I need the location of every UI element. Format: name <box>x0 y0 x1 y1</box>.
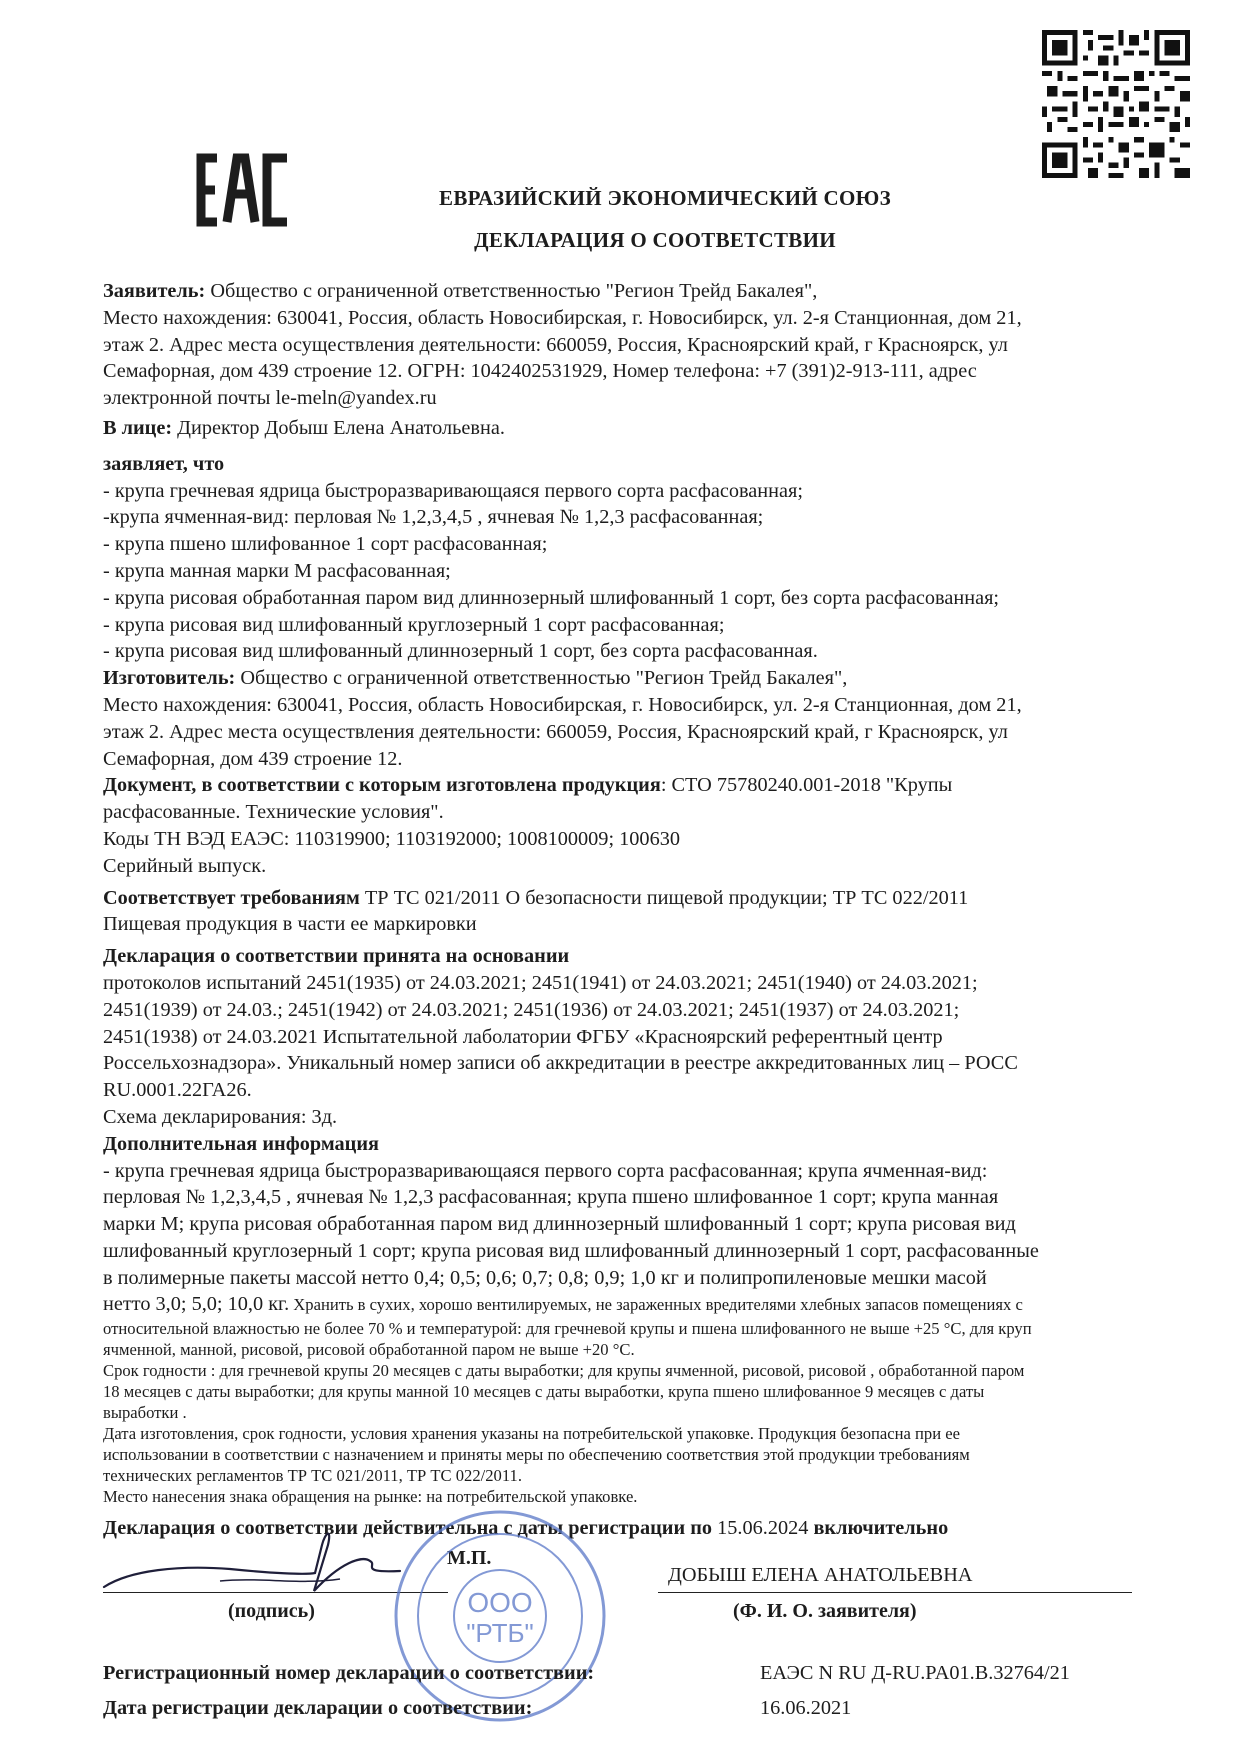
document-value-2: расфасованные. Технические условия". <box>103 801 444 824</box>
seal-center-bottom: "РТБ" <box>466 1618 534 1648</box>
additional-line: шлифованный круглозерный 1 сорт; крупа рисовая вид шлифованный длиннозерный 1 сорт, расфасованные <box>103 1239 1039 1262</box>
applicant-address-1: Место нахождения: 630041, Россия, область Новосибирская, г. Новосибирск, ул. 2-я Станционная, дом 21, <box>103 306 1022 329</box>
signature-caption: (подпись) <box>228 1600 315 1622</box>
registration-number-value: ЕАЭС N RU Д-RU.PA01.B.32764/21 <box>760 1662 1070 1684</box>
basis-line: Россельхознадзора». Уникальный номер записи об аккредитации в реестре аккредитованных лиц – РОСС <box>103 1052 1018 1075</box>
storage-line: ячменной, манной, рисовой, рисовой обработанной паром не выше +20 °С. <box>103 1340 635 1360</box>
product-item: - крупа манная марки М расфасованная; <box>103 559 451 582</box>
company-seal-stamp <box>390 1506 610 1726</box>
shelf-life-line: Срок годности : для гречневой крупы 20 месяцев с даты выработки; для крупы ячменной, рисовой, рисовой , обработанной паром <box>103 1361 1025 1381</box>
handwritten-signature <box>100 1515 410 1595</box>
additional-line: - крупа гречневая ядрица быстроразваривающаяся первого сорта расфасованная; крупа ячменная-вид: <box>103 1159 988 1182</box>
manufacturer-address-3: Семафорная, дом 439 строение 12. <box>103 747 403 770</box>
validity-label: Декларация о соответствии действительна с даты регистрации по <box>103 1517 713 1540</box>
product-item: - крупа рисовая вид шлифованный длиннозерный 1 сорт, без сорта расфасованная. <box>103 640 818 663</box>
requirements-label: Соответствует требованиям <box>103 886 360 909</box>
requirements-value: ТР ТС 021/2011 О безопасности пищевой продукции; ТР ТС 022/2011 <box>359 886 969 909</box>
storage-line: относительной влажностью не более 70 % и температурой: для гречневой крупы и пшена шлифованного не выше +25 °С, для круп <box>103 1319 1032 1339</box>
union-title: ЕВРАЗИЙСКИЙ ЭКОНОМИЧЕСКИЙ СОЮЗ <box>439 186 891 210</box>
serial-release: Серийный выпуск. <box>103 854 267 877</box>
qr-code <box>1042 30 1190 178</box>
registration-number-label: Регистрационный номер декларации о соответствии: <box>103 1662 595 1684</box>
basis-line: 2451(1939) от 24.03.; 2451(1942) от 24.03.2021; 2451(1936) от 24.03.2021; 2451(1937) от 24.03.2021; <box>103 998 960 1021</box>
additional-line: в полимерные пакеты массой нетто 0,4; 0,5; 0,6; 0,7; 0,8; 0,9; 1,0 кг и полипропиленовые мешки масой <box>103 1266 987 1289</box>
shelf-life-line: 18 месяцев с даты выработки; для крупы манной 10 месяцев с даты выработки, крупа пшено шлифованное 9 месяцев с даты <box>103 1382 985 1402</box>
product-item: - крупа рисовая вид шлифованный круглозерный 1 сорт расфасованная; <box>103 613 725 636</box>
safety-line: Дата изготовления, срок годности, условия хранения указаны на потребительской упаковке. Продукция безопасна при ее <box>103 1424 960 1444</box>
additional-line: перловая № 1,2,3,4,5 , ячневая № 1,2,3 расфасованная; крупа пшено шлифованное 1 сорт; крупа манная <box>103 1186 999 1209</box>
applicant-address-3: Семафорная, дом 439 строение 12. ОГРН: 1042402531929, Номер телефона: +7 (391)2-913-111, адрес <box>103 360 977 383</box>
document-label: Документ, в соответствии с которым изготовлена продукция <box>103 774 661 797</box>
safety-line: использовании в соответствии с назначением и приняты меры по обеспечению соответствия этой продукции требованиям <box>103 1445 970 1465</box>
basis-label: Декларация о соответствии принята на основании <box>103 945 570 968</box>
manufacturer-value: Общество с ограниченной ответственностью "Регион Трейд Бакалея", <box>235 667 848 690</box>
declaration-scheme: Схема декларирования: 3д. <box>103 1105 338 1128</box>
applicant-value: Общество с ограниченной ответственностью "Регион Трейд Бакалея", <box>205 280 818 302</box>
product-item: -крупа ячменная-вид: перловая № 1,2,3,4,5 , ячневая № 1,2,3 расфасованная; <box>103 506 764 529</box>
person-label: В лице: <box>103 416 173 439</box>
product-item: - крупа пшено шлифованное 1 сорт расфасованная; <box>103 533 548 556</box>
validity-label-end: включительно <box>813 1517 949 1540</box>
fio-caption: (Ф. И. О. заявителя) <box>733 1600 917 1622</box>
tnved-codes: Коды ТН ВЭД ЕАЭС: 110319900; 1103192000; 1008100009; 100630 <box>103 827 680 850</box>
basis-line: RU.0001.22ГА26. <box>103 1079 252 1102</box>
manufacturer-label: Изготовитель: <box>103 667 236 690</box>
declaration-title: ДЕКЛАРАЦИЯ О СООТВЕТСТВИИ <box>474 228 836 252</box>
manufacturer-address-2: этаж 2. Адрес места осуществления деятельности: 660059, Россия, Красноярский край, г Красноярск, ул <box>103 720 1008 743</box>
declaration-body <box>103 278 1183 1542</box>
marking-place: Место нанесения знака обращения на рынке: на потребительской упаковке. <box>103 1487 638 1507</box>
seal-center-top: ООО <box>467 1587 533 1618</box>
applicant-email: электронной почты le-meln@yandex.ru <box>103 387 437 410</box>
document-value: : СТО 75780240.001-2018 "Крупы <box>660 774 953 797</box>
applicant-address-2: этаж 2. Адрес места осуществления деятельности: 660059, Россия, Красноярский край, г Красноярск, ул <box>103 333 1008 356</box>
person-value: Директор Добыш Елена Анатольевна. <box>172 416 505 439</box>
registration-date-value: 16.06.2021 <box>760 1697 852 1719</box>
applicant-label: Заявитель: <box>103 280 206 302</box>
stamp-place-label: М.П. <box>447 1547 492 1569</box>
applicant-line <box>103 278 1183 305</box>
additional-line: марки М; крупа рисовая обработанная паром вид длиннозерный шлифованный 1 сорт; крупа рисовая вид <box>103 1213 1016 1236</box>
product-item: - крупа гречневая ядрица быстроразваривающаяся первого сорта расфасованная; <box>103 479 803 502</box>
shelf-life-line: выработки . <box>103 1403 187 1423</box>
basis-line: 2451(1938) от 24.03.2021 Испытательной лаболатории ФГБУ «Красноярский референтный центр <box>103 1025 943 1048</box>
requirements-value-2: Пищевая продукция в части ее маркировки <box>103 913 477 936</box>
applicant-full-name: ДОБЫШ ЕЛЕНА АНАТОЛЬЕВНА <box>668 1564 973 1586</box>
additional-line: нетто 3,0; 5,0; 10,0 кг. <box>103 1293 290 1316</box>
product-item: - крупа рисовая обработанная паром вид длиннозерный шлифованный 1 сорт, без сорта расфасованная; <box>103 586 1000 609</box>
storage-conditions: Хранить в сухих, хорошо вентилируемых, не зараженных вредителями хлебных запасов помещениях с <box>289 1295 1023 1315</box>
additional-info-label: Дополнительная информация <box>103 1132 380 1155</box>
manufacturer-address-1: Место нахождения: 630041, Россия, область Новосибирская, г. Новосибирск, ул. 2-я Станционная, дом 21, <box>103 693 1022 716</box>
safety-line: технических регламентов ТР ТС 021/2011, ТР ТС 022/2011. <box>103 1466 522 1486</box>
validity-date: 15.06.2024 <box>712 1517 814 1540</box>
name-line <box>658 1592 1132 1593</box>
registration-date-label: Дата регистрации декларации о соответствии: <box>103 1697 533 1719</box>
basis-line: протоколов испытаний 2451(1935) от 24.03.2021; 2451(1941) от 24.03.2021; 2451(1940) от 24.03.2021; <box>103 971 978 994</box>
declares-label: заявляет, что <box>103 452 225 475</box>
